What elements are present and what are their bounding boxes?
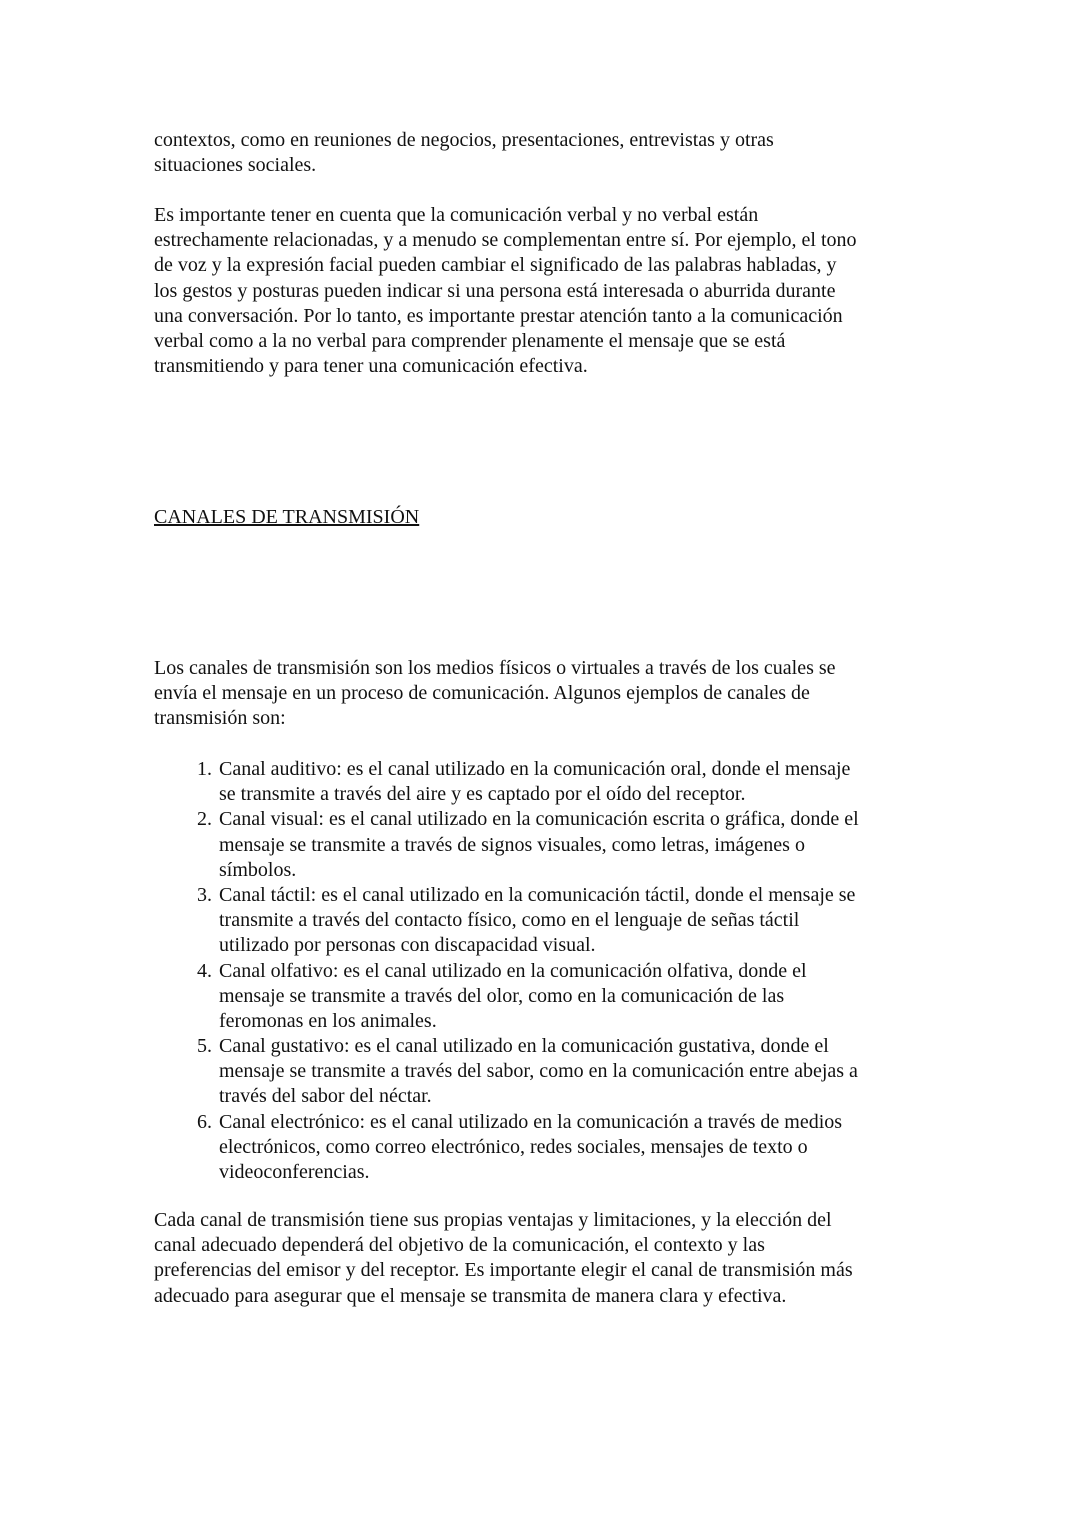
paragraph-context	[154, 128, 954, 178]
list-item-line: Canal auditivo: es el canal utilizado en la comunicación oral, donde el mensaje	[219, 758, 851, 780]
text-line: estrechamente relacionadas, y a menudo se complementan entre sí. Por ejemplo, el tono	[154, 229, 857, 252]
text-line: envía el mensaje en un proceso de comunicación. Algunos ejemplos de canales de	[154, 682, 810, 705]
channels-list	[197, 757, 1019, 1185]
list-item	[197, 807, 1019, 883]
list-item	[197, 757, 1019, 807]
text-line: de voz y la expresión facial pueden cambiar el significado de las palabras habladas, y	[154, 254, 837, 277]
list-item	[197, 1110, 1019, 1186]
list-item-line: mensaje se transmite a través del sabor, como en la comunicación entre abejas a	[219, 1060, 858, 1083]
list-number: 1.	[197, 758, 212, 780]
list-item-line: Canal táctil: es el canal utilizado en la comunicación táctil, donde el mensaje se	[219, 883, 856, 906]
list-number: 5.	[197, 1035, 212, 1058]
list-item-line: electrónicos, como correo electrónico, redes sociales, mensajes de texto o	[219, 1135, 808, 1158]
text-line: Cada canal de transmisión tiene sus propias ventajas y limitaciones, y la elección del	[154, 1209, 832, 1231]
list-number: 2.	[197, 808, 212, 831]
paragraph-verbal-nonverbal	[154, 203, 954, 379]
text-line: situaciones sociales.	[154, 154, 317, 177]
list-item-line: mensaje se transmite a través del olor, como en la comunicación de las	[219, 984, 785, 1007]
list-number: 3.	[197, 883, 212, 906]
list-item-line: transmite a través del contacto físico, como en el lenguaje de señas táctil	[219, 909, 800, 932]
list-number: 6.	[197, 1110, 212, 1133]
list-number: 4.	[197, 959, 212, 982]
list-item-line: mensaje se transmite a través de signos visuales, como letras, imágenes o	[219, 833, 805, 856]
paragraph-conclusion	[154, 1208, 954, 1309]
text-line: preferencias del emisor y del receptor. Es importante elegir el canal de transmisión más	[154, 1259, 853, 1282]
list-item-line: se transmite a través del aire y es captado por el oído del receptor.	[219, 783, 746, 806]
list-item-line: Canal olfativo: es el canal utilizado en la comunicación olfativa, donde el	[219, 959, 807, 982]
text-line: Los canales de transmisión son los medios físicos o virtuales a través de los cuales se	[154, 657, 836, 679]
list-item-line: feromonas en los animales.	[219, 1009, 437, 1032]
text-line: transmisión son:	[154, 707, 286, 730]
text-line: transmitiendo y para tener una comunicación efectiva.	[154, 355, 588, 378]
section-heading: CANALES DE TRANSMISIÓN	[154, 506, 420, 528]
list-item-line: símbolos.	[219, 858, 297, 881]
list-item-line: Canal gustativo: es el canal utilizado en la comunicación gustativa, donde el	[219, 1035, 829, 1058]
list-item-line: Canal visual: es el canal utilizado en la comunicación escrita o gráfica, donde el	[219, 808, 859, 831]
list-item-line: Canal electrónico: es el canal utilizado en la comunicación a través de medios	[219, 1110, 843, 1133]
text-line: contextos, como en reuniones de negocios, presentaciones, entrevistas y otras	[154, 129, 774, 151]
list-item-line: videoconferencias.	[219, 1161, 370, 1183]
list-item	[197, 883, 1019, 959]
text-line: los gestos y posturas pueden indicar si una persona está interesada o aburrida durante	[154, 279, 836, 302]
list-item	[197, 1034, 1019, 1110]
text-line: adecuado para asegurar que el mensaje se transmita de manera clara y efectiva.	[154, 1284, 787, 1307]
list-item	[197, 959, 1019, 1035]
text-line: una conversación. Por lo tanto, es importante prestar atención tanto a la comunicación	[154, 304, 843, 327]
list-item-line: través del sabor del néctar.	[219, 1085, 432, 1108]
text-line: Es importante tener en cuenta que la comunicación verbal y no verbal están	[154, 204, 759, 226]
paragraph-intro-channels	[154, 656, 954, 732]
text-line: canal adecuado dependerá del objetivo de la comunicación, el contexto y las	[154, 1234, 765, 1257]
list-item-line: utilizado por personas con discapacidad visual.	[219, 934, 596, 957]
text-line: verbal como a la no verbal para comprender plenamente el mensaje que se está	[154, 329, 786, 352]
